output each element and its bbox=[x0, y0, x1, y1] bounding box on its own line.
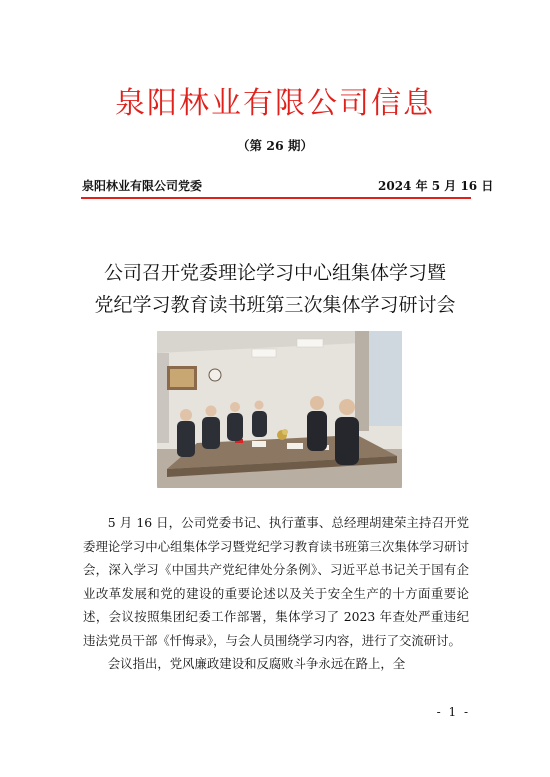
paragraph-2: 会议指出，党风廉政建设和反腐败斗争永远在路上，全 bbox=[107, 656, 406, 671]
paragraph-1: 5 月 16 日，公司党委书记、执行董事、总经理胡建荣主持召开党委理论学习中心组集体学习暨党纪学习教育读书班第三次集体学习研讨会，深入学习《中国共产党纪律处分条例》、习近平总书记关于国有企业改革发展和党的建设的重要论述以及关于安全生产的十方面重要论述，会议按照集团纪委工作部署，集体学习了 2023 年查处严重违纪违法党员干部《忏悔录》，与会人员围绕学习内容，进行了交流研讨。 bbox=[83, 515, 469, 648]
headline-line-1: 公司召开党委理论学习中心组集体学习暨 bbox=[103, 262, 446, 284]
page-number: - 1 - bbox=[436, 705, 470, 719]
issue-number: （第 26 期） bbox=[236, 138, 314, 153]
article-headline bbox=[0, 257, 550, 321]
publisher-name: 泉阳林业有限公司党委 bbox=[82, 179, 203, 193]
meeting-photo bbox=[157, 331, 402, 488]
masthead-divider bbox=[81, 197, 471, 199]
headline-line-2: 党纪学习教育读书班第三次集体学习研讨会 bbox=[94, 294, 456, 316]
publish-date: 2024 年 5 月 16 日 bbox=[378, 179, 494, 193]
article-body bbox=[83, 511, 469, 676]
newsletter-masthead: 泉阳林业有限公司信息 bbox=[115, 86, 435, 121]
